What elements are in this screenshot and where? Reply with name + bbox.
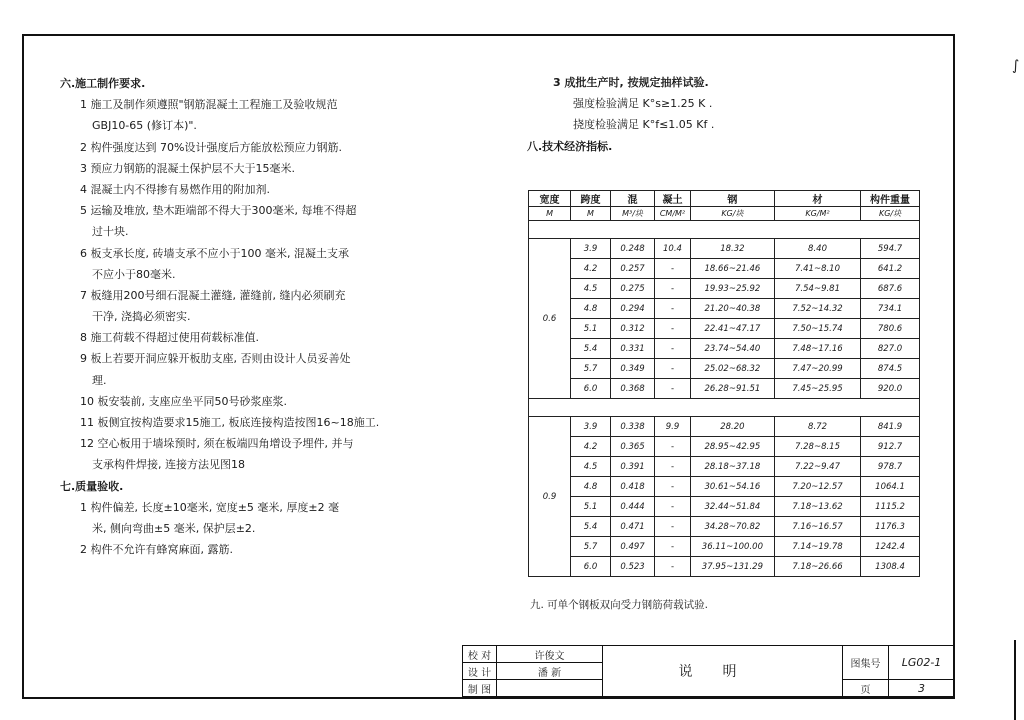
cell-span: 5.4 (571, 339, 611, 359)
cell-steel-kg: 30.61~54.16 (690, 477, 774, 497)
cell-weight: 841.9 (861, 417, 920, 437)
cell-steel-m2: 7.50~15.74 (774, 319, 860, 339)
cell-weight: 1064.1 (861, 477, 920, 497)
text-line: 11 板侧宜按构造要求15施工, 板底连接构造按图16~18施工. (80, 416, 380, 429)
cell-steel-m2: 7.16~16.57 (774, 517, 860, 537)
unit-concrete-cm: CM/M² (655, 207, 691, 221)
header-concrete-1: 混 (610, 191, 654, 207)
cell-cm: - (655, 497, 691, 517)
cell-steel-m2: 7.20~12.57 (774, 477, 860, 497)
table-row (529, 417, 920, 437)
unit-span: M (571, 207, 611, 221)
cell-vol: 0.338 (610, 417, 654, 437)
code-label: 图集号 (843, 646, 889, 680)
text-line: 7 板缝用200号细石混凝土灌缝, 灌缝前, 缝内必须刷充 (80, 288, 346, 302)
role-drafter: 制 图 (463, 680, 497, 697)
cell-vol: 0.523 (610, 557, 654, 577)
text-line: 12 空心板用于墙垛预时, 须在板端四角增设予埋件, 并与 (80, 437, 354, 451)
table-row (529, 239, 920, 259)
header-span: 跨度 (571, 191, 611, 207)
cell-vol: 0.331 (610, 339, 654, 359)
cell-vol: 0.444 (610, 497, 654, 517)
cell-steel-kg: 23.74~54.40 (690, 339, 774, 359)
table-row (529, 497, 920, 517)
unit-steel-kg: KG/块 (690, 207, 774, 221)
role-checker: 校 对 (463, 646, 497, 663)
header-concrete-2: 凝土 (655, 191, 691, 207)
unit-concrete-vol: M³/块 (610, 207, 654, 221)
cell-weight: 641.2 (861, 259, 920, 279)
text-line: 10 板安装前, 支座应坐平同50号砂浆座浆. (80, 394, 287, 408)
text-line: 支承构件焊接, 连接方法见图18 (92, 458, 245, 472)
cell-steel-m2: 7.18~26.66 (774, 557, 860, 577)
cell-cm: - (655, 259, 691, 279)
cell-span: 4.2 (571, 437, 611, 457)
cell-steel-m2: 7.54~9.81 (774, 279, 860, 299)
cell-vol: 0.391 (610, 457, 654, 477)
text-line: 七.质量验收. (60, 479, 124, 493)
text-line: 9 板上若要开洞应躲开板肋支座, 否则由设计人员妥善处 (80, 352, 351, 366)
margin-mark: ∫ (1012, 58, 1020, 74)
cell-steel-kg: 32.44~51.84 (690, 497, 774, 517)
cell-steel-kg: 28.18~37.18 (690, 457, 774, 477)
text-line: 1 构件偏差, 长度±10毫米, 宽度±5 毫米, 厚度±2 毫 (80, 500, 340, 514)
cell-cm: - (655, 339, 691, 359)
text-line: 米, 侧向弯曲±5 毫米, 保护层±2. (92, 521, 256, 535)
text-line: GBJ10-65 (修订本)". (92, 119, 197, 133)
cell-steel-kg: 26.28~91.51 (690, 379, 774, 399)
cell-steel-m2: 7.22~9.47 (774, 457, 860, 477)
cell-steel-kg: 25.02~68.32 (690, 359, 774, 379)
cell-span: 4.2 (571, 259, 611, 279)
cell-vol: 0.418 (610, 477, 654, 497)
margin-rule (1014, 640, 1016, 720)
name-drafter (497, 680, 603, 697)
cell-span: 5.7 (571, 359, 611, 379)
unit-width: M (529, 207, 571, 221)
cell-vol: 0.248 (610, 239, 654, 259)
cell-vol: 0.365 (610, 437, 654, 457)
cell-steel-kg: 18.66~21.46 (690, 259, 774, 279)
text-line: 六.施工制作要求. (60, 77, 146, 90)
table-row (529, 339, 920, 359)
unit-weight: KG/块 (861, 207, 920, 221)
text-line: 1 施工及制作须遵照"钢筋混凝土工程施工及验收规范 (80, 98, 338, 112)
cell-steel-m2: 7.45~25.95 (774, 379, 860, 399)
cell-span: 4.5 (571, 457, 611, 477)
table-row (529, 319, 920, 339)
cell-weight: 1115.2 (861, 497, 920, 517)
test-note: 九. 可单个钢板双向受力钢筋荷载试验. (530, 599, 709, 611)
inspection-notes (527, 72, 933, 157)
text-line: 强度检验满足 K°s≥1.25 K . (573, 97, 713, 111)
table-row (529, 557, 920, 577)
cell-cm: 10.4 (655, 239, 691, 259)
cell-steel-m2: 7.28~8.15 (774, 437, 860, 457)
cell-cm: - (655, 379, 691, 399)
cell-steel-kg: 18.32 (690, 239, 774, 259)
page-label: 页 (843, 680, 889, 697)
cell-span: 5.4 (571, 517, 611, 537)
header-weight: 构件重量 (861, 191, 920, 207)
cell-steel-m2: 7.48~17.16 (774, 339, 860, 359)
text-line: 3 成批生产时, 按规定抽样试验. (553, 76, 709, 89)
cell-span: 5.7 (571, 537, 611, 557)
table-row (529, 279, 920, 299)
table-row (529, 259, 920, 279)
table-row (529, 517, 920, 537)
drawing-code: LG02-1 (889, 646, 955, 680)
cell-steel-kg: 28.20 (690, 417, 774, 437)
text-line: 不应小于80毫米. (92, 267, 176, 281)
cell-width: 0.9 (529, 417, 571, 577)
cell-weight: 978.7 (861, 457, 920, 477)
table-spacer (529, 221, 920, 239)
text-line: 干净, 浇捣必须密实. (92, 310, 191, 324)
header-steel-2: 材 (774, 191, 860, 207)
table-row (529, 537, 920, 557)
text-line: 理. (92, 373, 107, 387)
cell-vol: 0.368 (610, 379, 654, 399)
cell-span: 4.8 (571, 477, 611, 497)
cell-vol: 0.275 (610, 279, 654, 299)
cell-steel-kg: 36.11~100.00 (690, 537, 774, 557)
table-row (529, 299, 920, 319)
cell-weight: 1308.4 (861, 557, 920, 577)
table-row (529, 437, 920, 457)
table-row (529, 379, 920, 399)
cell-weight: 1242.4 (861, 537, 920, 557)
cell-steel-m2: 8.72 (774, 417, 860, 437)
cell-steel-kg: 28.95~42.95 (690, 437, 774, 457)
cell-weight: 920.0 (861, 379, 920, 399)
drawing-title: 说明 (603, 646, 843, 697)
cell-width: 0.6 (529, 239, 571, 399)
cell-weight: 827.0 (861, 339, 920, 359)
cell-cm: - (655, 359, 691, 379)
text-line: 8 施工荷载不得超过使用荷载标准值. (80, 331, 259, 345)
cell-cm: - (655, 477, 691, 497)
cell-cm: - (655, 437, 691, 457)
cell-cm: - (655, 279, 691, 299)
technical-economic-table (528, 190, 920, 577)
cell-vol: 0.312 (610, 319, 654, 339)
header-steel-1: 钢 (690, 191, 774, 207)
table-row (529, 359, 920, 379)
cell-weight: 1176.3 (861, 517, 920, 537)
cell-cm: - (655, 537, 691, 557)
cell-vol: 0.257 (610, 259, 654, 279)
cell-weight: 874.5 (861, 359, 920, 379)
cell-cm: - (655, 319, 691, 339)
text-line: 挠度检验满足 K°f≤1.05 Kf . (573, 118, 715, 132)
cell-span: 6.0 (571, 379, 611, 399)
cell-steel-m2: 7.52~14.32 (774, 299, 860, 319)
text-line: 2 构件不允许有蜂窝麻面, 露筋. (80, 543, 233, 557)
name-designer: 潘 新 (497, 663, 603, 680)
cell-vol: 0.497 (610, 537, 654, 557)
cell-weight: 912.7 (861, 437, 920, 457)
cell-span: 5.1 (571, 319, 611, 339)
text-line: 八.技术经济指标. (527, 139, 613, 153)
unit-steel-m2: KG/M² (774, 207, 860, 221)
cell-steel-m2: 7.18~13.62 (774, 497, 860, 517)
cell-vol: 0.294 (610, 299, 654, 319)
cell-span: 6.0 (571, 557, 611, 577)
header-width: 宽度 (529, 191, 571, 207)
role-designer: 设 计 (463, 663, 497, 680)
name-checker: 许俊文 (497, 646, 603, 663)
text-line: 2 构件强度达到 70%设计强度后方能放松预应力钢筋. (80, 140, 342, 154)
cell-weight: 734.1 (861, 299, 920, 319)
cell-steel-m2: 7.47~20.99 (774, 359, 860, 379)
cell-span: 3.9 (571, 239, 611, 259)
cell-steel-kg: 22.41~47.17 (690, 319, 774, 339)
cell-cm: - (655, 557, 691, 577)
table-row (529, 477, 920, 497)
construction-notes (60, 73, 480, 560)
cell-span: 5.1 (571, 497, 611, 517)
title-row-1 (463, 646, 955, 663)
cell-steel-m2: 7.41~8.10 (774, 259, 860, 279)
cell-vol: 0.349 (610, 359, 654, 379)
cell-cm: - (655, 299, 691, 319)
cell-vol: 0.471 (610, 517, 654, 537)
cell-steel-m2: 8.40 (774, 239, 860, 259)
cell-steel-kg: 34.28~70.82 (690, 517, 774, 537)
title-block (462, 645, 955, 697)
text-line: 6 板支承长度, 砖墙支承不应小于100 毫米, 混凝土支承 (80, 246, 349, 260)
table-units-row (529, 207, 920, 221)
cell-steel-m2: 7.14~19.78 (774, 537, 860, 557)
table-row (529, 457, 920, 477)
cell-weight: 594.7 (861, 239, 920, 259)
text-line: 3 预应力钢筋的混凝土保护层不大于15毫米. (80, 161, 295, 175)
text-line: 5 运输及堆放, 垫木距端部不得大于300毫米, 每堆不得超 (80, 204, 357, 218)
text-line: 过十块. (92, 225, 129, 239)
cell-steel-kg: 19.93~25.92 (690, 279, 774, 299)
cell-cm: 9.9 (655, 417, 691, 437)
page-number: 3 (889, 680, 955, 697)
text-line: 4 混凝土内不得掺有易燃作用的附加剂. (80, 182, 270, 196)
cell-span: 4.5 (571, 279, 611, 299)
table-header-row (529, 191, 920, 207)
cell-span: 3.9 (571, 417, 611, 437)
cell-steel-kg: 21.20~40.38 (690, 299, 774, 319)
cell-cm: - (655, 457, 691, 477)
cell-span: 4.8 (571, 299, 611, 319)
cell-cm: - (655, 517, 691, 537)
cell-weight: 687.6 (861, 279, 920, 299)
cell-steel-kg: 37.95~131.29 (690, 557, 774, 577)
cell-weight: 780.6 (861, 319, 920, 339)
table-spacer (529, 399, 920, 417)
